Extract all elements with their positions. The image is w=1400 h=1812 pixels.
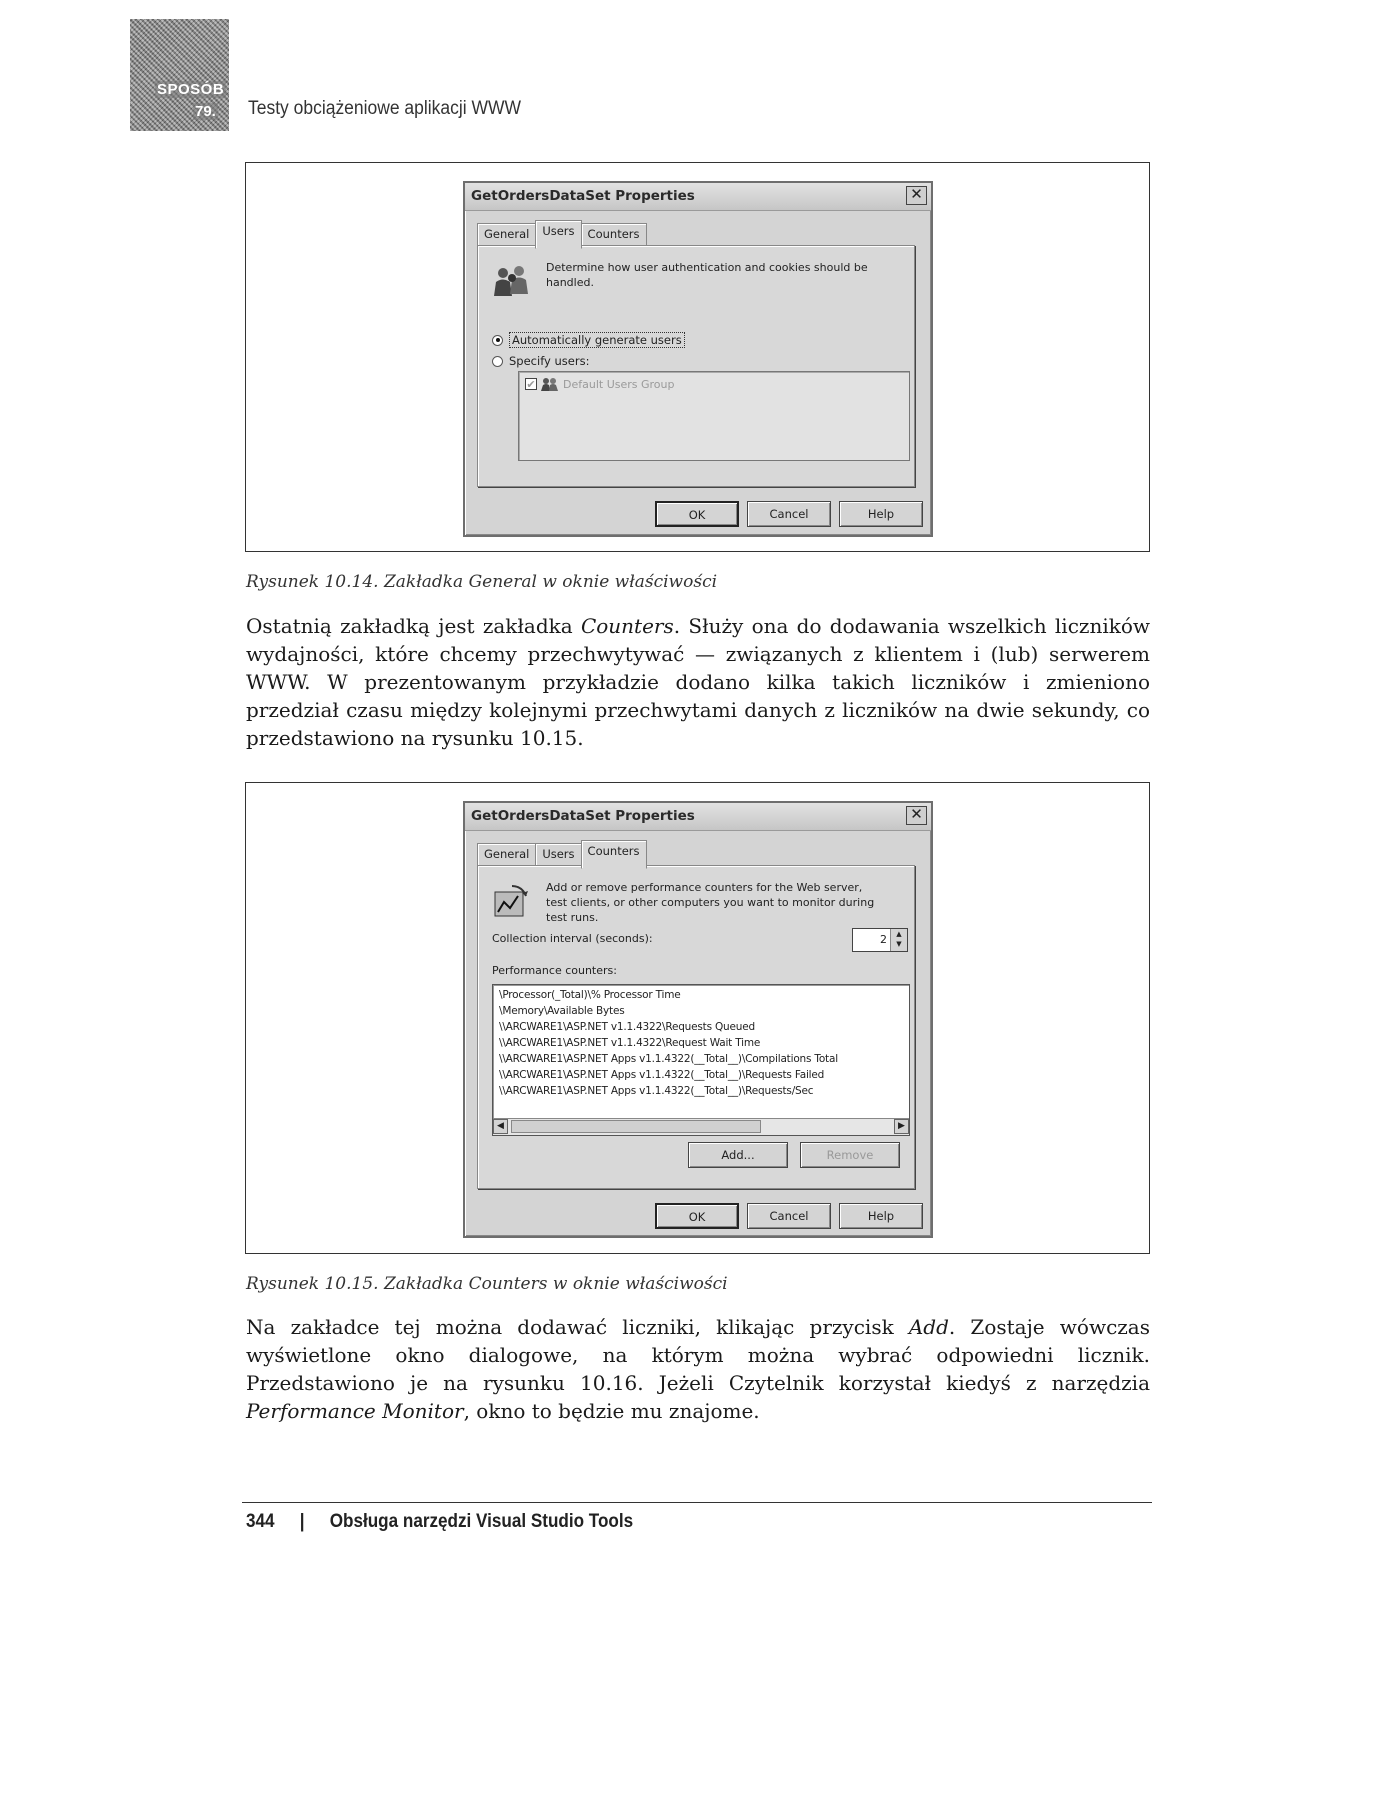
users-list (518, 371, 910, 461)
collection-interval-spinner[interactable] (852, 928, 908, 952)
performance-counters-list[interactable] (492, 984, 910, 1136)
counters-description: Add or remove performance counters for the Web server, test clients, or other computers you want to monitor during test runs. (546, 881, 875, 924)
properties-dialog-users (463, 181, 933, 537)
help-button[interactable]: Help (839, 501, 923, 527)
tab-strip (477, 223, 646, 245)
tab-general[interactable]: General (477, 223, 536, 246)
list-item[interactable]: \\ARCWARE1\ASP.NET v1.1.4322\Requests Queued (499, 1021, 755, 1033)
chapter-title: Obsługa narzędzi Visual Studio Tools (329, 1511, 634, 1532)
paragraph-1-text-b: . Służy ona do dodawania wszelkich liczników wydajności, które chcemy przechwytywać — związanych z klientem i (lub) serwerem WWW. W prezentowanym przykładzie dodano kilka takich liczników i zmieniono przedział czasu między kolejnymi przechwytami danych z liczników na dwie sekundy, co przedstawiono na rysunku 10.15. (246, 614, 1150, 750)
list-item[interactable]: \\ARCWARE1\ASP.NET Apps v1.1.4322(__Total__)\Compilations Total (499, 1053, 838, 1065)
page-footer (246, 1511, 633, 1533)
users-group-label: Default Users Group (563, 377, 675, 391)
figure-caption-10-15: Rysunek 10.15. Zakładka Counters w oknie właściwości (246, 1274, 728, 1294)
tab-users[interactable]: Users (535, 220, 581, 249)
paragraph-2-italic-perfmon: Performance Monitor (246, 1399, 464, 1423)
horizontal-scrollbar[interactable] (493, 1118, 909, 1135)
performance-counter-icon (492, 884, 530, 918)
tab-counters[interactable]: Counters (581, 223, 647, 246)
body-paragraph-2 (246, 1313, 1150, 1425)
paragraph-2-italic-add: Add (908, 1315, 949, 1339)
auto-users-label[interactable]: Automatically generate users (509, 332, 685, 348)
dialog-title: GetOrdersDataSet Properties (471, 188, 695, 204)
footer-separator: | (299, 1511, 305, 1532)
figure-10-14 (245, 162, 1150, 552)
users-description: Determine how user authentication and cookies should be handled. (546, 261, 868, 289)
auto-users-radio[interactable] (492, 335, 503, 346)
tab-counters[interactable]: Counters (581, 840, 647, 869)
sposob-label: SPOSÓB (157, 81, 225, 98)
footer-divider (242, 1502, 1152, 1503)
scroll-thumb[interactable] (511, 1120, 761, 1133)
properties-dialog-counters (463, 801, 933, 1238)
dialog-titlebar[interactable] (465, 183, 931, 211)
counters-tab-panel (477, 865, 915, 1189)
performance-counters-label: Performance counters: (492, 964, 617, 977)
remove-counter-button[interactable]: Remove (800, 1142, 900, 1168)
specify-users-radio[interactable] (492, 356, 503, 367)
ok-button[interactable]: OK (655, 1203, 739, 1229)
cancel-button[interactable]: Cancel (747, 501, 831, 527)
paragraph-1-italic: Counters (580, 614, 674, 638)
body-paragraph-1 (246, 612, 1150, 752)
close-button[interactable]: ✕ (906, 806, 927, 825)
cancel-button[interactable]: Cancel (747, 1203, 831, 1229)
figure-10-15 (245, 782, 1150, 1254)
list-item[interactable]: \\ARCWARE1\ASP.NET v1.1.4322\Request Wait Time (499, 1037, 761, 1049)
tab-general[interactable]: General (477, 843, 536, 866)
paragraph-2-text-c: , okno to będzie mu znajome. (463, 1399, 760, 1423)
list-item[interactable]: \Processor(_Total)\% Processor Time (499, 989, 681, 1001)
specify-users-option[interactable] (492, 354, 589, 368)
paragraph-2-text-a: Na zakładce tej można dodawać liczniki, klikając przycisk (246, 1315, 909, 1339)
paragraph-1-text-a: Ostatnią zakładką jest zakładka (246, 614, 581, 638)
users-group-item (525, 377, 674, 391)
specify-users-label[interactable]: Specify users: (509, 354, 590, 368)
dialog-titlebar[interactable] (465, 803, 931, 831)
help-button[interactable]: Help (839, 1203, 923, 1229)
list-item[interactable]: \Memory\Available Bytes (499, 1005, 625, 1017)
collection-interval-value[interactable]: 2 (880, 933, 887, 946)
users-tab-panel (477, 245, 915, 487)
list-item[interactable]: \\ARCWARE1\ASP.NET Apps v1.1.4322(__Total__)\Requests Failed (499, 1069, 825, 1081)
tab-users[interactable]: Users (535, 843, 581, 866)
sposob-badge (130, 19, 229, 131)
spinner-arrows-icon[interactable]: ▲ ▼ (890, 929, 907, 951)
tab-strip (477, 843, 646, 865)
scroll-left-icon[interactable]: ◀ (493, 1119, 508, 1134)
running-head: Testy obciążeniowe aplikacji WWW (248, 98, 521, 119)
collection-interval-label: Collection interval (seconds): (492, 932, 653, 945)
ok-button[interactable]: OK (655, 501, 739, 527)
figure-caption-10-14: Rysunek 10.14. Zakładka General w oknie właściwości (246, 572, 718, 592)
page-number: 344 (246, 1511, 275, 1532)
group-icon (541, 377, 559, 391)
users-icon (492, 264, 530, 298)
dialog-title: GetOrdersDataSet Properties (471, 808, 695, 824)
paragraph-2-text-b: . Zostaje wówczas wyświetlone okno dialogowe, na którym można wybrać odpowiedni licznik. Przedstawiono je na rysunku 10.16. Jeżeli Czytelnik korzystał kiedyś z narzędzia (246, 1315, 1150, 1395)
list-item[interactable]: \\ARCWARE1\ASP.NET Apps v1.1.4322(__Total__)\Requests/Sec (499, 1085, 814, 1097)
auto-users-option[interactable] (492, 332, 685, 348)
sposob-number: 79. (195, 103, 216, 120)
add-counter-button[interactable]: Add... (688, 1142, 788, 1168)
users-group-checkbox: ✔ (526, 378, 536, 391)
close-button[interactable]: ✕ (906, 186, 927, 205)
scroll-right-icon[interactable]: ▶ (894, 1119, 909, 1134)
